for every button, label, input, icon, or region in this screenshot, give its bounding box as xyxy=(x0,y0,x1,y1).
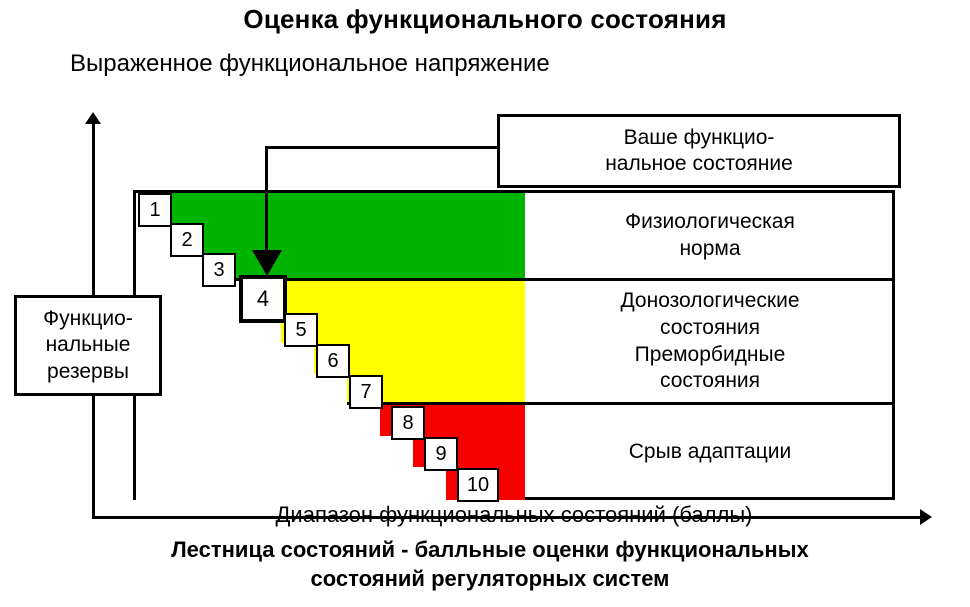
figure-caption xyxy=(80,536,900,593)
step-box-1[interactable]: 1 xyxy=(138,193,172,227)
step-box-10[interactable]: 10 xyxy=(457,468,499,502)
page-title: Оценка функционального состояния xyxy=(243,4,727,34)
functional-reserves-label xyxy=(14,295,162,396)
band-label-line: Физиологическая xyxy=(625,209,795,233)
band-adaptation-breakdown xyxy=(136,405,892,500)
step-box-2[interactable]: 2 xyxy=(170,223,204,257)
reserves-line: резервы xyxy=(47,359,129,383)
step-box-9[interactable]: 9 xyxy=(424,437,458,471)
band-label-line: состояния xyxy=(659,315,761,339)
x-axis-caption: Диапазон функциональных состояний (баллы) xyxy=(275,502,753,527)
reserves-line: Функцио- xyxy=(43,307,133,331)
page-subtitle: Выраженное функциональное напряжение xyxy=(70,50,550,77)
band-physiological-norm xyxy=(136,193,892,281)
band-label-line: состояния xyxy=(659,369,761,393)
stair-cut xyxy=(136,467,446,500)
caption-line: состояний регуляторных систем xyxy=(310,565,670,591)
callout-your-functional-state xyxy=(497,114,901,188)
step-box-5[interactable]: 5 xyxy=(284,313,318,347)
band-label-yellow xyxy=(528,281,892,402)
callout-arrow-icon xyxy=(252,250,282,276)
band-label-line: Донозологические xyxy=(620,288,800,312)
callout-leader-vertical xyxy=(265,146,268,254)
x-axis-arrow-icon xyxy=(920,509,932,525)
band-label-red xyxy=(528,405,892,500)
band-label-line: Преморбидные xyxy=(634,342,786,366)
band-label-line: норма xyxy=(679,236,741,260)
callout-line: нальное состояние xyxy=(605,152,793,175)
step-box-8[interactable]: 8 xyxy=(391,406,425,440)
callout-line: Ваше функцио- xyxy=(623,125,775,149)
caption-line: Лестница состояний - балльные оценки функциональных xyxy=(171,537,809,562)
step-box-3[interactable]: 3 xyxy=(202,253,236,287)
stair-cut xyxy=(136,343,314,374)
stair-cut xyxy=(136,405,380,436)
stair-cut xyxy=(136,436,413,467)
reserves-line: нальные xyxy=(45,333,131,357)
status-chart xyxy=(133,190,895,500)
band-fill-yellow xyxy=(136,281,525,402)
stair-cut xyxy=(136,374,347,405)
band-label-green xyxy=(528,193,892,278)
step-box-7[interactable]: 7 xyxy=(349,375,383,409)
step-box-6[interactable]: 6 xyxy=(316,344,350,378)
step-box-4-current[interactable]: 4 xyxy=(239,275,287,323)
callout-leader-horizontal xyxy=(265,146,499,149)
band-label-line: Срыв адаптации xyxy=(628,440,792,464)
